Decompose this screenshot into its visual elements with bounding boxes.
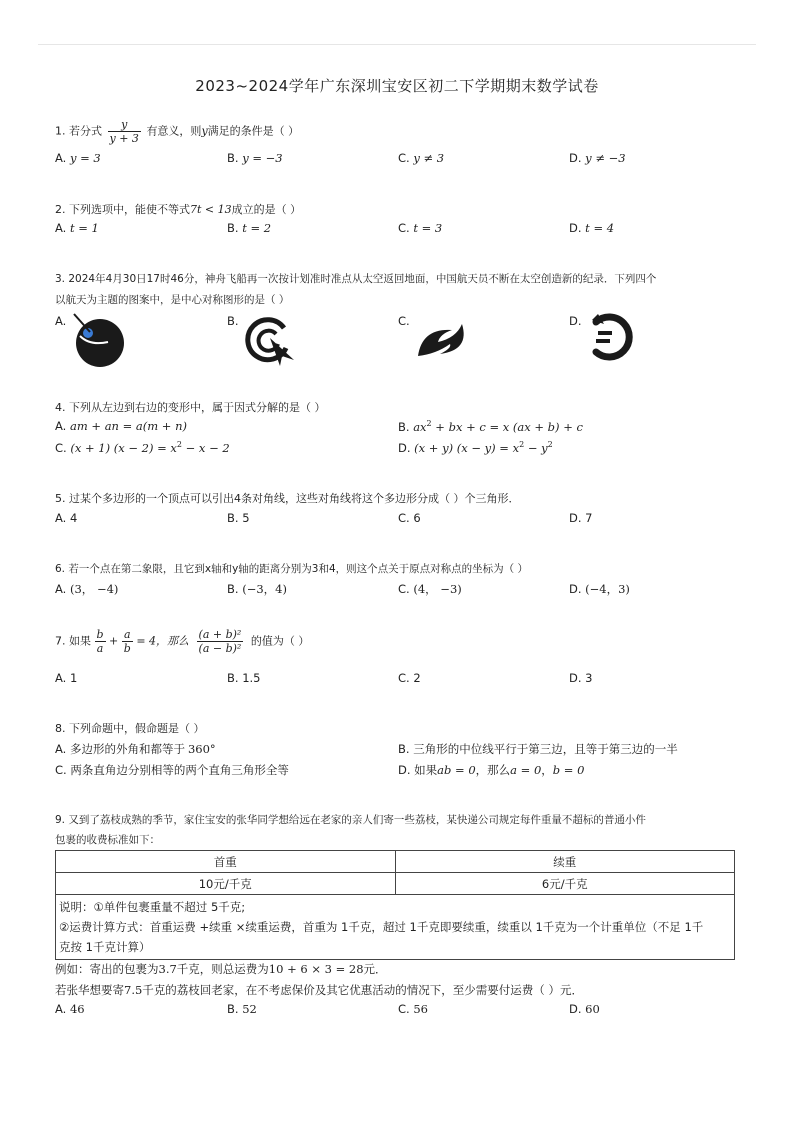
target-arrow-icon — [240, 314, 300, 366]
q3-option-d: D. — [569, 314, 582, 328]
page-title: 2023~2024学年广东深圳宝安区初二下学期期末数学试卷 — [195, 77, 599, 95]
q7-option-b: B. 1.5 — [227, 671, 261, 685]
q1-fraction — [108, 118, 141, 145]
note-line-1: 说明：①单件包裹重量不超过 5千克; — [59, 900, 246, 914]
fee-table — [55, 850, 735, 960]
q2-option-c: C. t = 3 — [398, 221, 443, 235]
q7-fraction-square: $\frac{\text{(a + b)²}}{\text{(a − b)²}}$ — [198, 628, 242, 655]
q7-fraction-b-over-a: $\frac{b}{a}$ — [96, 628, 104, 655]
q5-option-a: A. 4 — [55, 511, 78, 525]
q7-option-d: D. 3 — [569, 671, 593, 685]
table-row — [56, 873, 735, 895]
question-3-line-1: 3. 2024年4月30日17时46分，神舟飞船再一次按计划准时准点从太空返回地面，中国航天员不断在太空创造新的纪录．下列四个 — [55, 273, 657, 285]
table-header-first-weight: 首重 — [56, 851, 396, 873]
q8-option-d: D. 如果ab = 0，那么a = 0，b = 0 — [398, 763, 585, 777]
q2-option-d: D. t = 4 — [569, 221, 615, 235]
question-9-line-1: 9. 又到了荔枝成熟的季节，家住宝安的张华同学想给远在老家的亲人们寄一些荔枝，某快递公司规定每件重量不超标的普通小件 — [55, 814, 646, 826]
q7-option-a: A. 1 — [55, 671, 78, 685]
q8-option-b: B. 三角形的中位线平行于第三边，且等于第三边的一半 — [398, 742, 678, 756]
q1-var: y — [201, 124, 208, 138]
table-row — [56, 895, 735, 960]
q7-option-c: C. 2 — [398, 671, 421, 685]
cycle-icon — [584, 310, 638, 362]
q5-option-c: C. 6 — [398, 511, 421, 525]
q9-option-a: A. 46 — [55, 1002, 85, 1016]
q6-option-a: A. (3， −4) — [55, 582, 119, 596]
q2-option-b: B. t = 2 — [227, 221, 272, 235]
q1-frac-den: y + 3 — [109, 132, 139, 145]
header-divider — [38, 44, 756, 45]
q8-option-a: A. 多边形的外角和都等于 360° — [55, 742, 216, 756]
table-header-extra-weight: 续重 — [395, 851, 735, 873]
q9-example: 例如：寄出的包裹为3.7千克，则总运费为10 + 6 × 3 = 28元． — [55, 962, 387, 976]
q6-option-b: B. (−3，4) — [227, 582, 287, 596]
q7-fraction-a-over-b: $\frac{a}{b}$ — [123, 628, 131, 655]
question-2-stem: 2. 下列选项中，能使不等式7t < 13成立的是（ ） — [55, 203, 302, 216]
q9-option-d: D. 60 — [569, 1002, 600, 1016]
q5-option-d: D. 7 — [569, 511, 593, 525]
question-7-stem: 7. 如果 $\frac{b}{a}$ + $\frac{a}{b}$ = 4，那么 $\frac{\text{(a + b)²}}{\text{(a − b)²}}$ 的值为（ ） — [55, 628, 310, 655]
note-line-3: 克按 1千克计算） — [59, 940, 151, 954]
planet-icon — [70, 312, 130, 368]
question-6-stem: 6. 若一个点在第二象限，且它到x轴和y轴的距离分别为3和4，则这个点关于原点对称点的坐标为（ ） — [55, 563, 528, 575]
q9-option-c: C. 56 — [398, 1002, 428, 1016]
q5-option-b: B. 5 — [227, 511, 250, 525]
table-cell-first-weight-price: 10元/千克 — [56, 873, 396, 895]
q1-frac-num: y — [121, 118, 128, 131]
q3-option-c: C. — [398, 314, 410, 328]
q1-option-c: C. y ≠ 3 — [398, 151, 445, 165]
q1-option-b: B. y = −3 — [227, 151, 283, 165]
q3-option-b: B. — [227, 314, 239, 328]
q1-post2: 满足的条件是（ ） — [207, 124, 300, 138]
question-4-stem: 4. 下列从左边到右边的变形中，属于因式分解的是（ ） — [55, 401, 326, 414]
q1-option-a: A. y = 3 — [55, 151, 101, 165]
table-cell-extra-weight-price: 6元/千克 — [395, 873, 735, 895]
q1-option-d: D. y ≠ −3 — [569, 151, 626, 165]
q9-question: 若张华想要寄7.5千克的荔枝回老家，在不考虑保价及其它优惠活动的情况下，至少需要付运费（ ）元． — [55, 983, 583, 997]
swirl-icon — [412, 316, 474, 366]
q6-option-d: D. (−4，3) — [569, 582, 630, 596]
q6-option-c: C. (4， −3) — [398, 582, 462, 596]
q2-option-a: A. t = 1 — [55, 221, 99, 235]
q4-option-d: D. (x + y) $(x - y) = x^2 - y^2$ — [398, 440, 553, 455]
table-note — [56, 895, 735, 960]
question-9-line-2: 包裹的收费标准如下： — [55, 834, 160, 846]
note-line-2: ②运费计算方式：首重运费 +续重 ×续重运费，首重为 1千克，超过 1千克即要续重，续重以 1千克为一个计重单位（不足 1千 — [59, 920, 704, 934]
q1-post: 有意义，则 — [146, 124, 202, 138]
q9-option-b: B. 52 — [227, 1002, 257, 1016]
table-row — [56, 851, 735, 873]
q4-option-b: B. $ax^2$ + bx + c = x (ax + b) + c — [398, 419, 583, 434]
q1-pre: 1. 若分式 — [55, 124, 102, 138]
q4-option-c: C. (x + 1) $(x - 2) = x^2 - x - 2$ — [55, 440, 230, 455]
q8-option-c: C. 两条直角边分别相等的两个直角三角形全等 — [55, 763, 289, 777]
q4-option-a: A. am + an = a(m + n) — [55, 419, 187, 433]
question-5-stem: 5. 过某个多边形的一个顶点可以引出4条对角线，这些对角线将这个多边形分成（ ）个三角形． — [55, 492, 520, 505]
question-3-line-2: 以航天为主题的图案中，是中心对称图形的是（ ） — [55, 294, 290, 306]
q3-option-a: A. — [55, 314, 67, 328]
question-1-stem — [55, 118, 299, 145]
question-8-stem: 8. 下列命题中，假命题是（ ） — [55, 722, 205, 735]
